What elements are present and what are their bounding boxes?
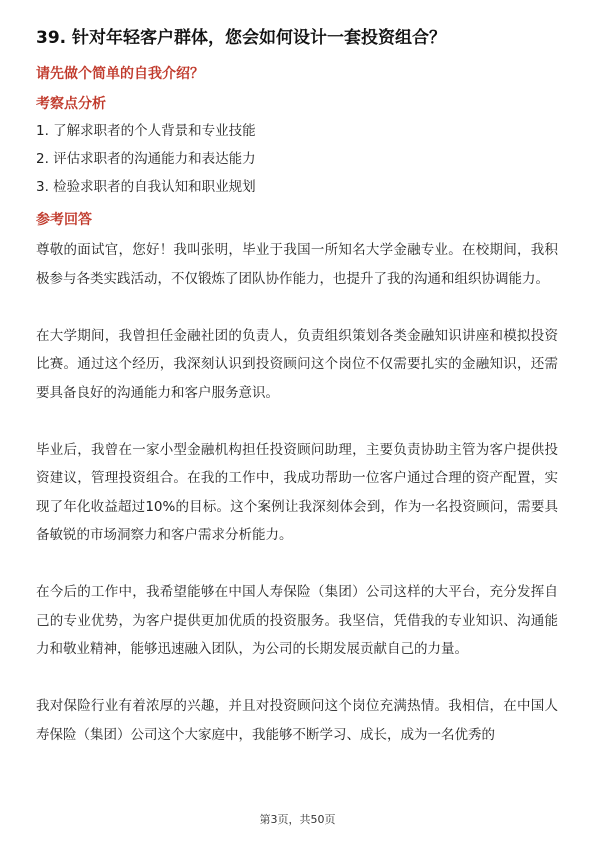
reference-answer-heading: 参考回答 bbox=[36, 212, 92, 228]
analysis-heading: 考察点分析 bbox=[36, 96, 106, 112]
answer-paragraph: 在大学期间，我曾担任金融社团的负责人，负责组织策划各类金融知识讲座和模拟投资比赛。通过这个经历，我深刻认识到投资顾问这个岗位不仅需要扎实的金融知识，还需要具备良好的沟通能力和客户服务意识。 bbox=[36, 327, 558, 401]
analysis-item: 2. 评估求职者的沟通能力和表达能力 bbox=[36, 151, 256, 167]
answer-paragraph: 毕业后，我曾在一家小型金融机构担任投资顾问助理，主要负责协助主管为客户提供投资建议，管理投资组合。在我的工作中，我成功帮助一位客户通过合理的资产配置，实现了年化收益超过10%的目标。这个案例让我深刻体会到，作为一名投资顾问，需要具备敏锐的市场洞察力和客户需求分析能力。 bbox=[36, 441, 558, 543]
reference-answer-body bbox=[36, 236, 558, 778]
analysis-item: 1. 了解求职者的个人背景和专业技能 bbox=[36, 123, 256, 139]
page-number: 第3页，共50页 bbox=[259, 813, 336, 826]
answer-paragraph: 尊敬的面试官，您好！我叫张明，毕业于我国一所知名大学金融专业。在校期间，我积极参与各类实践活动，不仅锻炼了团队协作能力，也提升了我的沟通和组织协调能力。 bbox=[36, 242, 558, 287]
answer-paragraph: 我对保险行业有着浓厚的兴趣，并且对投资顾问这个岗位充满热情。我相信，在中国人寿保险（集团）公司这个大家庭中，我能够不断学习、成长，成为一名优秀的 bbox=[36, 698, 558, 743]
intro-prompt-heading: 请先做个简单的自我介绍？ bbox=[36, 66, 204, 82]
answer-paragraph: 在今后的工作中，我希望能够在中国人寿保险（集团）公司这样的大平台，充分发挥自己的专业优势，为客户提供更加优质的投资服务。我坚信，凭借我的专业知识、沟通能力和敬业精神，能够迅速融入团队，为公司的长期发展贡献自己的力量。 bbox=[36, 584, 558, 657]
analysis-item: 3. 检验求职者的自我认知和职业规划 bbox=[36, 179, 256, 195]
question-title: 39. 针对年轻客户群体，您会如何设计一套投资组合？ bbox=[36, 28, 447, 48]
